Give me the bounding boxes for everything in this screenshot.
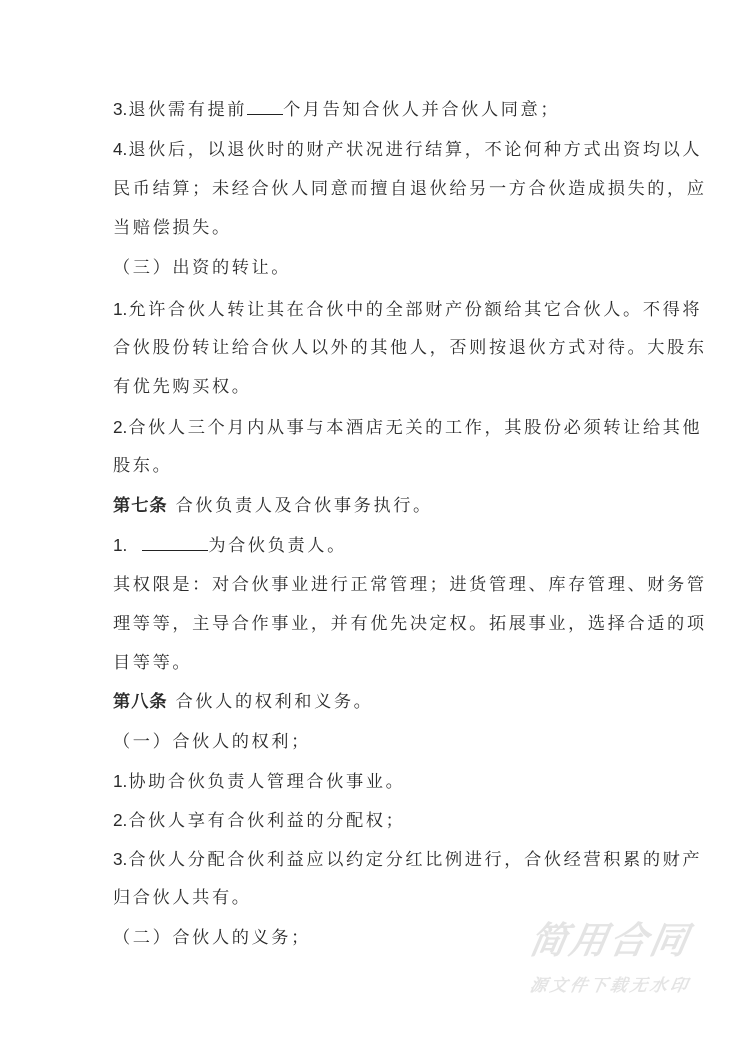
clause-text: 合伙股份转让给合伙人以外的其他人，否则按退伙方式对待。大股东 <box>113 338 707 358</box>
item-number: 1. <box>113 299 128 319</box>
article-number: 第八条 <box>113 692 168 712</box>
section-heading <box>113 730 643 754</box>
section-heading-text: （三）出资的转让。 <box>113 258 292 278</box>
clause-text: 归合伙人共有。 <box>113 888 252 908</box>
clause-line <box>113 847 703 872</box>
clause-text: 理等等，主导合作事业，并有优先决定权。拓展事业，选择合适的项 <box>113 614 707 634</box>
clause-text: 合伙人享有合伙利益的分配权； <box>128 811 406 831</box>
clause-text: 其权限是：对合伙事业进行正常管理；进货管理、库存管理、财务管 <box>113 575 707 595</box>
clause-line <box>113 297 703 322</box>
clause-text: 目等等。 <box>113 653 193 673</box>
fill-in-blank-responsible-person[interactable] <box>142 533 208 551</box>
clause-line <box>113 177 707 201</box>
clause-line <box>113 336 707 360</box>
clause-text: 合伙人分配合伙利益应以约定分红比例进行，合伙经营积累的财产 <box>128 850 703 870</box>
clause-line <box>113 533 643 558</box>
clause-line <box>113 137 703 162</box>
section-heading-text: （一）合伙人的权利； <box>113 732 311 752</box>
clause-line <box>113 769 643 794</box>
item-number: 4. <box>113 139 128 159</box>
clause-line <box>113 573 707 597</box>
clause-text: 协助合伙负责人管理合伙事业。 <box>128 772 406 792</box>
clause-text: 退伙后，以退伙时的财产状况进行结算，不论何种方式出资均以人 <box>128 140 703 160</box>
article-title: 合伙人的权利和义务。 <box>175 692 374 712</box>
clause-line <box>113 612 707 636</box>
article-title: 合伙负责人及合伙事务执行。 <box>175 496 433 516</box>
article-heading <box>113 494 643 518</box>
clause-line <box>113 216 643 240</box>
item-number: 3. <box>113 99 128 119</box>
clause-line <box>113 808 643 833</box>
clause-text: 民币结算；未经合伙人同意而擅自退伙给另一方合伙造成损失的，应 <box>113 179 707 199</box>
clause-text: 有优先购买权。 <box>113 377 252 397</box>
clause-line <box>113 415 703 440</box>
article-heading <box>113 690 643 714</box>
watermark-brand: 简用合同 <box>526 919 694 962</box>
clause-text: 退伙需有提前 <box>128 100 248 120</box>
item-number: 1. <box>113 771 128 791</box>
fill-in-blank-months[interactable] <box>247 97 283 115</box>
clause-line <box>113 97 643 122</box>
clause-line <box>113 651 643 675</box>
clause-text: 合伙人三个月内从事与本酒店无关的工作，其股份必须转让给其他 <box>128 418 703 438</box>
item-number: 1. <box>113 535 128 555</box>
watermark <box>510 918 710 1000</box>
clause-line <box>113 375 643 399</box>
item-number: 2. <box>113 417 128 437</box>
article-number: 第七条 <box>113 496 168 516</box>
section-heading <box>113 256 643 280</box>
section-heading-text: （二）合伙人的义务； <box>113 928 311 948</box>
clause-line <box>113 886 643 910</box>
clause-text: 个月告知合伙人并合伙人同意； <box>283 100 561 120</box>
item-number: 3. <box>113 849 128 869</box>
clause-line <box>113 454 643 478</box>
watermark-tagline: 源文件下载无水印 <box>528 976 692 996</box>
item-number: 2. <box>113 810 128 830</box>
clause-text: 当赔偿损失。 <box>113 218 232 238</box>
clause-text: 允许合伙人转让其在合伙中的全部财产份额给其它合伙人。不得将 <box>128 300 703 320</box>
clause-text: 为合伙负责人。 <box>208 536 347 556</box>
clause-text: 股东。 <box>113 456 173 476</box>
